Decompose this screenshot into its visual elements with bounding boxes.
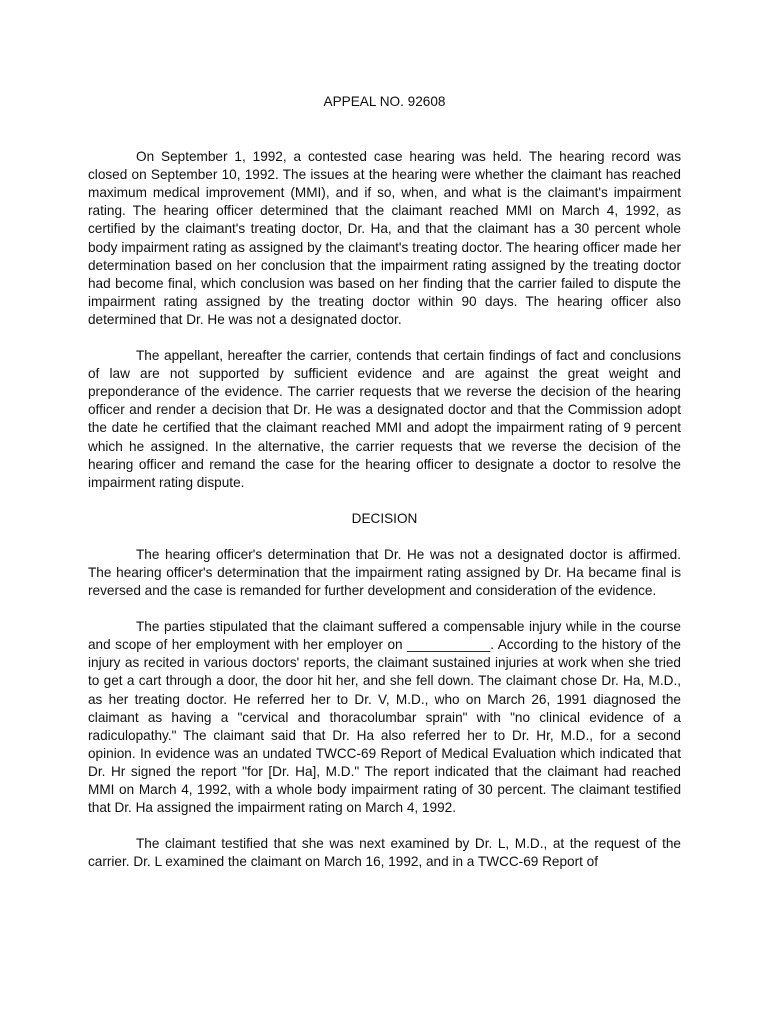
document-page — [88, 93, 681, 889]
paragraph-hearing-summary: On September 1, 1992, a contested case hearing was held. The hearing record was closed on September 10, 1992. The issues at the hearing were whether the claimant has reached maximum medical improvement (MMI), and if so, when, and what is the claimant's impairment rating. The hearing officer determined that the claimant reached MMI on March 4, 1992, as certified by the claimant's treating doctor, Dr. Ha, and that the claimant has a 30 percent whole body impairment rating as assigned by the claimant's treating doctor. The hearing officer made her determination based on her conclusion that the impairment rating assigned by the treating doctor had become final, which conclusion was based on her finding that the carrier failed to dispute the impairment rating assigned by the treating doctor within 90 days. The hearing officer also determined that Dr. He was not a designated doctor. — [88, 149, 681, 327]
paragraph-stipulation: The parties stipulated that the claimant suffered a compensable injury while in the course and scope of her employment with her employer on ___________. According to the history of the injury as recited in various doctors' reports, the claimant sustained injuries at work when she tried to get a cart through a door, the door hit her, and she fell down. The claimant chose Dr. Ha, M.D., as her treating doctor. He referred her to Dr. V, M.D., who on March 26, 1991 diagnosed the claimant as having a "cervical and thoracolumbar sprain" with "no clinical evidence of a radiculopathy." The claimant said that Dr. Ha also referred her to Dr. Hr, M.D., for a second opinion. In evidence was an undated TWCC-69 Report of Medical Evaluation which indicated that Dr. Hr signed the report "for [Dr. Ha], M.D." The report indicated that the claimant had reached MMI on March 4, 1992, with a whole body impairment rating of 30 percent. The claimant testified that Dr. Ha assigned the impairment rating on March 4, 1992. — [88, 619, 681, 816]
decision-heading: DECISION — [351, 510, 418, 526]
paragraph-carrier-contentions: The appellant, hereafter the carrier, contends that certain findings of fact and conclusions of law are not supported by sufficient evidence and are against the great weight and preponderance of the evidence. The carrier requests that we reverse the decision of the hearing officer and render a decision that Dr. He was a designated doctor and that the Commission adopt the date he certified that the claimant reached MMI and adopt the impairment rating of 9 percent which he assigned. In the alternative, the carrier requests that we reverse the decision of the hearing officer and remand the case for the hearing officer to designate a doctor to resolve the impairment rating dispute. — [88, 348, 681, 490]
paragraph-decision: The hearing officer's determination that Dr. He was not a designated doctor is affirmed. The hearing officer's determination that the impairment rating assigned by Dr. Ha became final is reversed and the case is remanded for further development and consideration of the evidence. — [88, 546, 681, 599]
paragraph-dr-l-exam: The claimant testified that she was next examined by Dr. L, M.D., at the request of the carrier. Dr. L examined the claimant on March 16, 1992, and in a TWCC-69 Report of — [88, 836, 681, 870]
document-title: APPEAL NO. 92608 — [323, 94, 446, 109]
